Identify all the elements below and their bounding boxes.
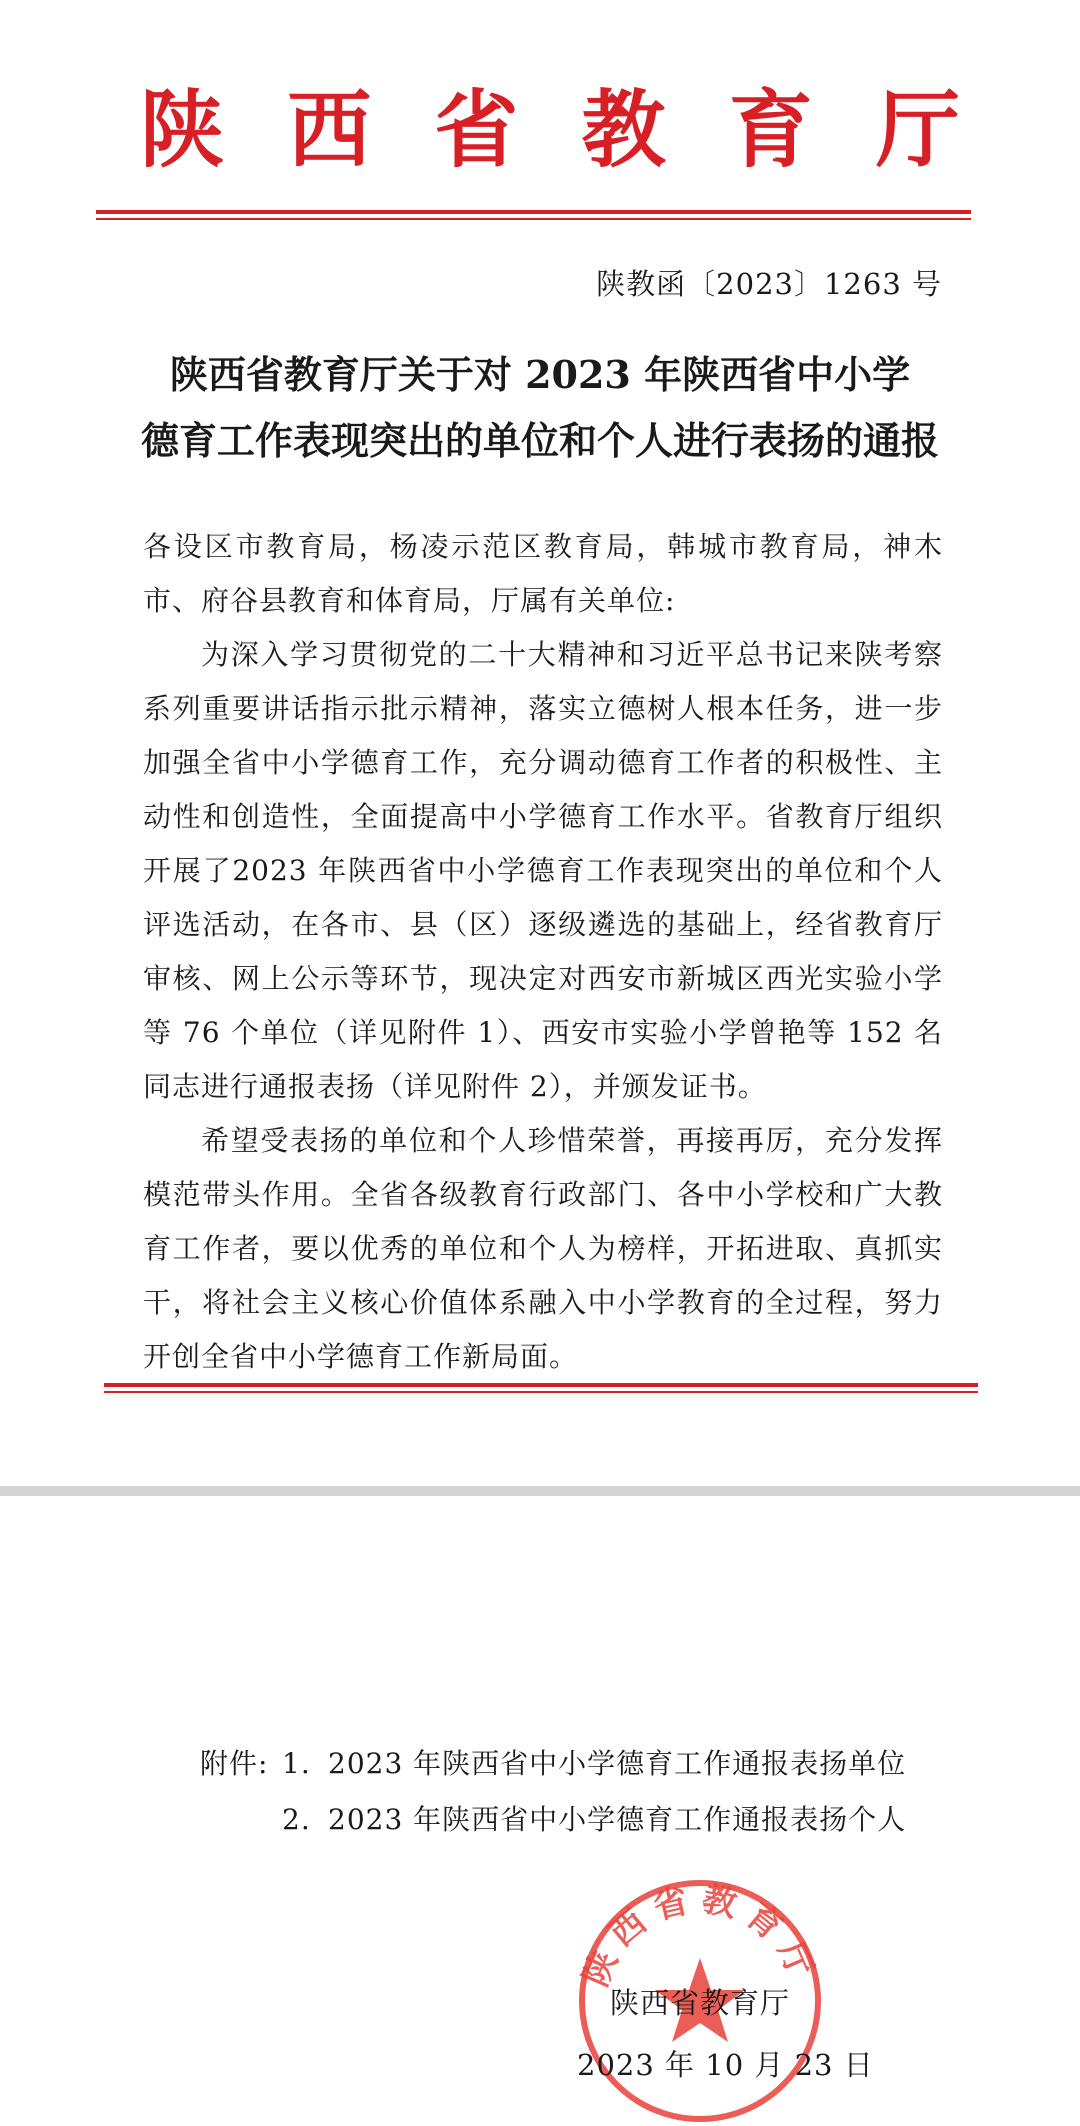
attachments-list — [200, 1736, 960, 1848]
signature-date: 2023 年 10 月 23 日 — [577, 2048, 874, 2082]
footer-rule-thin — [104, 1391, 978, 1393]
title-line-2: 德育工作表现突出的单位和个人进行表扬的通报 — [140, 418, 939, 463]
document-number: 陕教函〔2023〕1263 号 — [596, 267, 942, 301]
attachments-label: 附件: — [200, 1747, 269, 1780]
document-title — [60, 342, 1020, 474]
seal-text: 陕西省教育厅 — [575, 1878, 825, 1993]
signature-organization: 陕西省教育厅 — [610, 1986, 791, 2020]
masthead-char: 陕 — [140, 80, 225, 179]
footer-rule-thick — [104, 1383, 978, 1387]
attachment-title: 2023 年陕西省中小学德育工作通报表扬单位 — [328, 1747, 907, 1780]
attachment-item — [200, 1792, 960, 1848]
addressee-paragraph: 各设区市教育局，杨凌示范区教育局，韩城市教育局，神木市、府谷县教育和体育局，厅属有关单位: — [143, 530, 943, 617]
document-body — [143, 520, 943, 1384]
attachment-title: 2023 年陕西省中小学德育工作通报表扬个人 — [328, 1803, 907, 1836]
masthead-char: 育 — [728, 80, 813, 179]
body-paragraph: 为深入学习贯彻党的二十大精神和习近平总书记来陕考察系列重要讲话指示批示精神，落实立德树人根本任务，进一步加强全省中小学德育工作，充分调动德育工作者的积极性、主动性和创造性，全面提高中小学德育工作水平。省教育厅组织开展了2023 年陕西省中小学德育工作表现突出的单位和个人评选活动，在各市、县（区）逐级遴选的基础上，经省教育厅审核、网上公示等环节，现决定对西安市新城区西光实验小学等 76 个单位（详见附件 1）、西安市实验小学曾艳等 152 名同志进行通报表扬（详见附件 2），并颁发证书。 — [143, 638, 943, 1103]
attachment-number: 1. — [282, 1747, 311, 1780]
masthead-char: 厅 — [875, 80, 960, 179]
page-divider — [0, 1486, 1080, 1496]
masthead-rule-thin — [96, 218, 971, 220]
masthead-rule-thick — [96, 210, 971, 214]
masthead-char: 西 — [287, 80, 372, 179]
masthead-char: 教 — [581, 80, 666, 179]
body-paragraph: 希望受表扬的单位和个人珍惜荣誉，再接再厉，充分发挥模范带头作用。全省各级教育行政部门、各中小学校和广大教育工作者，要以优秀的单位和个人为榜样，开拓进取、真抓实干，将社会主义核心价值体系融入中小学教育的全过程，努力开创全省中小学德育工作新局面。 — [143, 1124, 943, 1373]
attachment-number: 2. — [282, 1803, 311, 1836]
masthead — [140, 80, 960, 179]
title-line-1: 陕西省教育厅关于对 2023 年陕西省中小学 — [169, 352, 911, 397]
masthead-char: 省 — [434, 80, 519, 179]
attachment-item — [200, 1736, 960, 1792]
